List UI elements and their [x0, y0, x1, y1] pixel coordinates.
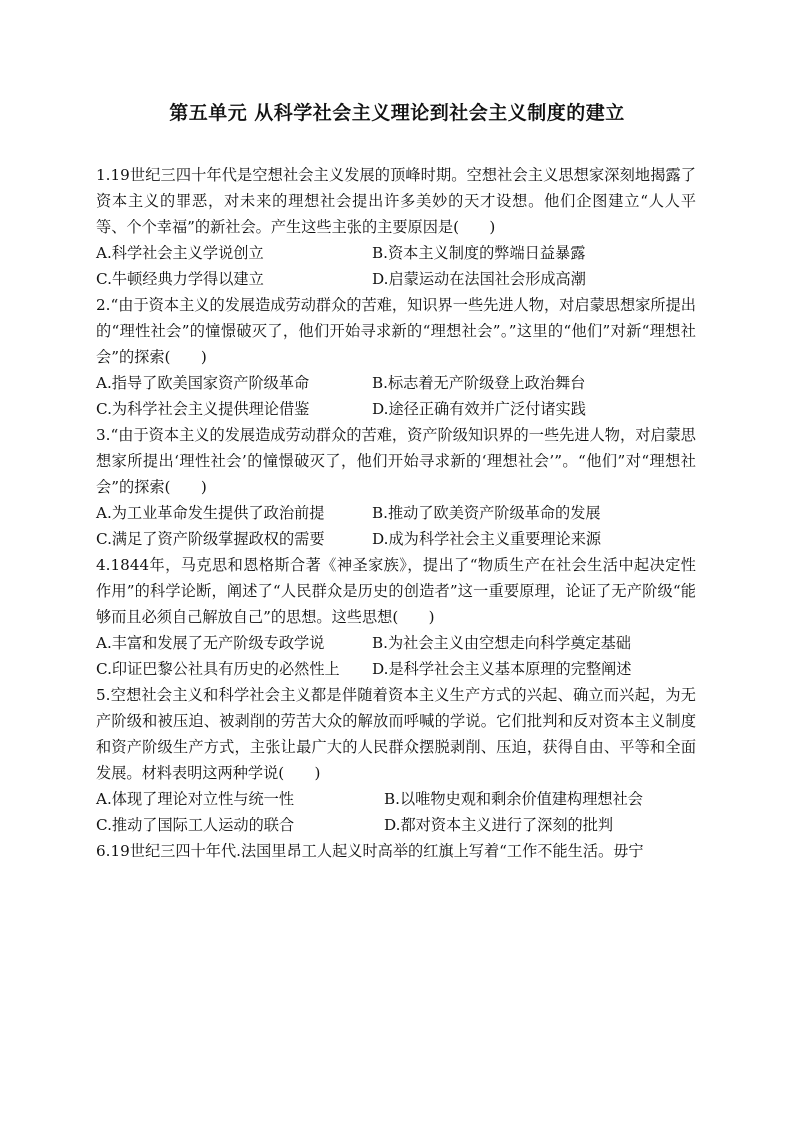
question-stem: 4.1844年，马克思和恩格斯合著《神圣家族》，提出了“物质生产在社会生活中起决定性作用”的科学论断，阐述了“人民群众是历史的创造者”这一重要原理，论证了无产阶级“能够而且必须自己解放自己”的思想。这些思想( ): [96, 556, 696, 626]
question-stem: 6.19世纪三四十年代.法国里昂工人起义时高举的红旗上写着“工作不能生活。毋宁: [96, 842, 644, 860]
option-a: A.丰富和发展了无产阶级专政学说: [96, 634, 325, 652]
option-c: C.满足了资产阶级掌握政权的需要: [96, 530, 325, 548]
option-a: A.指导了欧美国家资产阶级革命: [96, 374, 310, 392]
option-d: D.途径正确有效并广泛付诸实践: [372, 400, 586, 418]
option-b: B.以唯物史观和剩余价值建构理想社会: [384, 790, 643, 808]
option-c: C.推动了国际工人运动的联合: [96, 816, 295, 834]
option-d: D.成为科学社会主义重要理论来源: [372, 530, 602, 548]
option-b: B.推动了欧美资产阶级革命的发展: [372, 504, 601, 522]
option-d: D.启蒙运动在法国社会形成高潮: [372, 270, 586, 288]
option-grid: [96, 786, 696, 838]
question-stem: 2.“由于资本主义的发展造成劳动群众的苦难，知识界一些先进人物，对启蒙思想家所提出的“理性社会”的憧憬破灭了，他们开始寻求新的“理想社会”。”这里的“他们”对新“理想社会”的探索( ): [96, 296, 696, 366]
question-3: [96, 422, 696, 552]
option-d: D.都对资本主义进行了深刻的批判: [384, 816, 614, 834]
option-d: D.是科学社会主义基本原理的完整阐述: [372, 660, 632, 678]
question-1: [96, 162, 696, 292]
option-a: A.为工业革命发生提供了政治前提: [96, 504, 325, 522]
question-5: [96, 682, 696, 838]
option-a: A.体现了理论对立性与统一性: [96, 790, 295, 808]
question-4: [96, 552, 696, 682]
option-b: B.标志着无产阶级登上政治舞台: [372, 374, 586, 392]
option-c: C.印证巴黎公社具有历史的必然性上: [96, 660, 340, 678]
question-2: [96, 292, 696, 422]
option-b: B.为社会主义由空想走向科学奠定基础: [372, 634, 631, 652]
option-grid: [96, 240, 696, 292]
option-grid: [96, 630, 696, 682]
option-c: C.牛顿经典力学得以建立: [96, 270, 264, 288]
option-c: C.为科学社会主义提供理论借鉴: [96, 400, 310, 418]
question-stem: 3.“由于资本主义的发展造成劳动群众的苦难，资产阶级知识界的一些先进人物，对启蒙思想家所提出‘理性社会’的憧憬破灭了，他们开始寻求新的‘理想社会’”。“他们”对“理想社会”的探索( ): [96, 426, 696, 496]
page-title: 第五单元 从科学社会主义理论到社会主义制度的建立: [169, 102, 625, 124]
option-grid: [96, 500, 696, 552]
option-a: A.科学社会主义学说创立: [96, 244, 264, 262]
option-grid: [96, 370, 696, 422]
option-b: B.资本主义制度的弊端日益暴露: [372, 244, 586, 262]
question-stem: 5.空想社会主义和科学社会主义都是伴随着资本主义生产方式的兴起、确立而兴起，为无产阶级和被压迫、被剥削的劳苦大众的解放而呼喊的学说。它们批判和反对资本主义制度和资产阶级生产方式，主张让最广大的人民群众摆脱剥削、压迫，获得自由、平等和全面发展。材料表明这两种学说( ): [96, 686, 696, 782]
question-list: [96, 162, 696, 864]
question-stem: 1.19世纪三四十年代是空想社会主义发展的顶峰时期。空想社会主义思想家深刻地揭露了资本主义的罪恶，对未来的理想社会提出许多美妙的天才设想。他们企图建立“人人平等、个个幸福”的新社会。产生这些主张的主要原因是( ): [96, 166, 696, 236]
question-6: [96, 838, 696, 864]
